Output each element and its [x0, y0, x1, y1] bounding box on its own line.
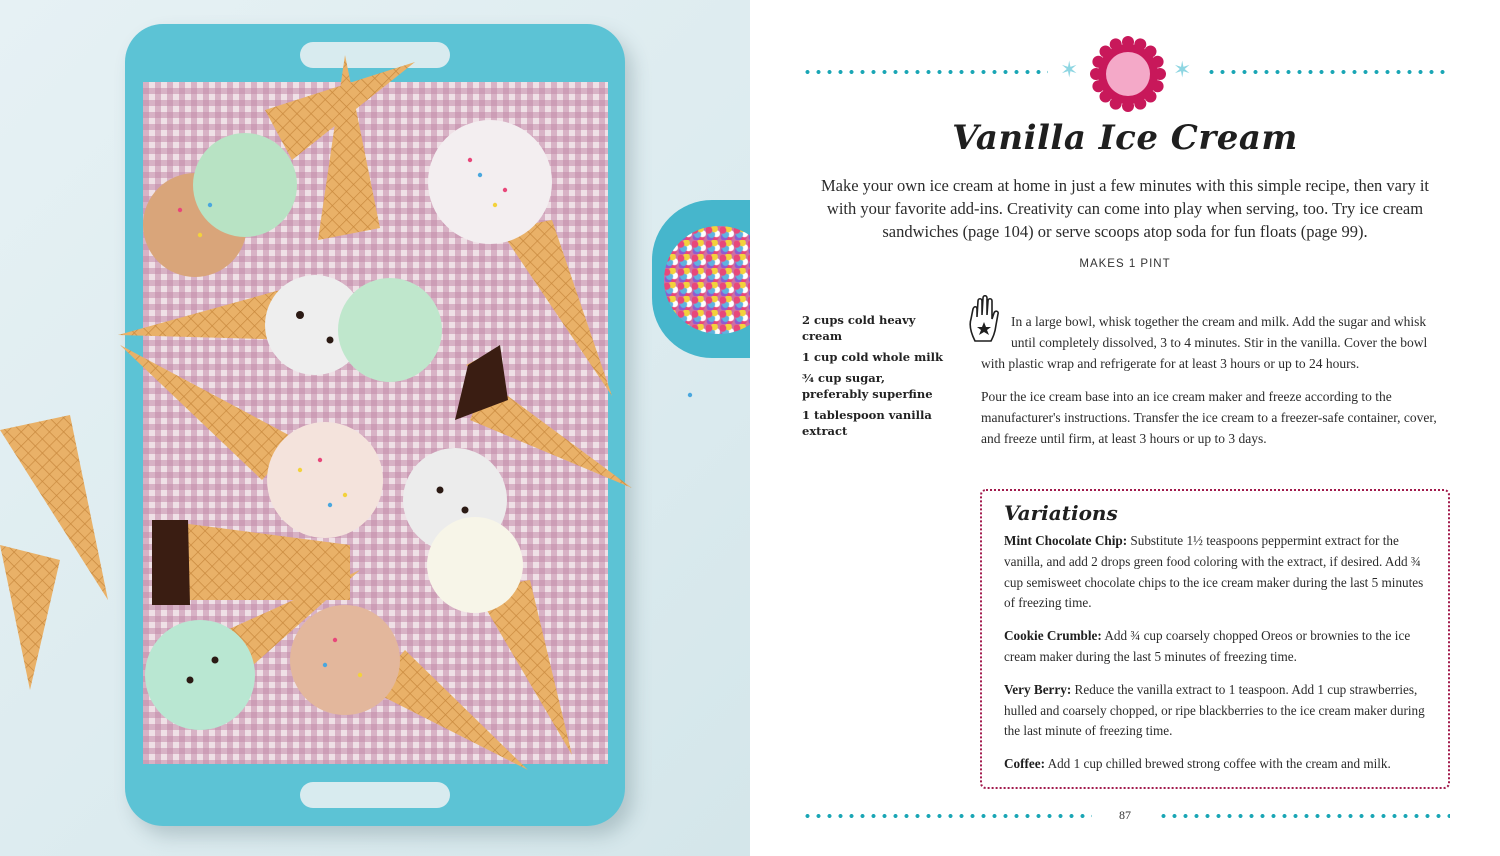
- star-icon: ✶: [1060, 58, 1079, 83]
- recipe-yield: MAKES 1 PINT: [1079, 258, 1171, 270]
- ingredient-item: 1 cup cold whole milk: [802, 350, 943, 364]
- variation-text: Add 1 cup chilled brewed strong coffee with the cream and milk.: [1045, 756, 1391, 772]
- variation-name: Mint Chocolate Chip:: [1004, 533, 1128, 548]
- flower-badge-icon: [1090, 36, 1166, 112]
- sprinkles-bowl: [652, 200, 750, 358]
- ice-cream-scoop: [145, 620, 255, 730]
- ice-cream-scoop: [428, 120, 552, 244]
- method-step: Pour the ice cream base into an ice cream maker and freeze according to the manufacturer's instructions. Transfer the ice cream to a freezer-safe container, cover, and freeze until firm, at least 3 hours or up to 3 days.: [981, 389, 1437, 446]
- variation-item: [1004, 531, 1428, 614]
- ingredient-item: ¾ cup sugar, preferably superfine: [802, 371, 933, 401]
- ice-cream-scoop: [427, 517, 523, 613]
- recipe-intro: Make your own ice cream at home in just a few minutes with this simple recipe, then vary it with your favorite add-ins. Creativity can come into play when serving, too. Try ice cream sandwiches (page 104) or serve scoops atop soda for fun floats (page 99).: [820, 176, 1430, 241]
- cone: [0, 545, 60, 690]
- variation-name: Cookie Crumble:: [1004, 628, 1102, 644]
- ingredient-item: 2 cups cold heavy cream: [802, 313, 916, 343]
- sprinkles: [664, 226, 750, 334]
- recipe-page: [750, 0, 1500, 856]
- hand-star-icon: [967, 295, 1003, 343]
- variation-text: Reduce the vanilla extract to 1 teaspoon. Add 1 cup strawberries, hulled and coarsely chopped, or ripe blackberries to the ice cream maker during the last minute of freezing time.: [1004, 681, 1425, 739]
- variations-box: [980, 489, 1450, 789]
- chocolate-dip: [152, 520, 190, 605]
- ice-cream-scoop: [290, 605, 400, 715]
- method-step: In a large bowl, whisk together the cream and milk. Add the sugar and whisk until completely dissolved, 3 to 4 minutes. Stir in the vanilla. Cover the bowl with plastic wrap and refrigerate for at least 3 hours or up to 24 hours.: [981, 314, 1428, 371]
- star-icon: ✶: [1173, 58, 1192, 83]
- cone: [500, 220, 612, 396]
- ice-cream-scoop: [267, 422, 383, 538]
- dotted-rule-bottom-right: [1158, 814, 1450, 818]
- ingredient-item: 1 tablespoon vanilla extract: [802, 408, 932, 438]
- variation-item: [1004, 754, 1428, 775]
- ingredients-list: [802, 312, 952, 444]
- variation-text: Substitute 1½ teaspoons peppermint extract for the vanilla, and add 2 drops green food coloring with the extract, if desired. Add ¾ cup semisweet chocolate chips to the ice cream maker during the last 5 minutes of freezing time.: [1004, 533, 1424, 611]
- method-steps: [981, 311, 1451, 461]
- ice-cream-scoop: [338, 278, 442, 382]
- variation-item: [1004, 680, 1428, 742]
- recipe-title: Vanilla Ice Cream: [952, 118, 1298, 158]
- dotted-rule-top-left: [802, 70, 1048, 74]
- ice-cream-scoop: [193, 133, 297, 237]
- page-number: 87: [1119, 808, 1131, 822]
- variations-title: Variations: [1004, 501, 1118, 525]
- variation-text: Add ¾ cup coarsely chopped Oreos or brownies to the ice cream maker during the last 5 minutes of freezing time.: [1004, 628, 1411, 664]
- variation-name: Coffee:: [1004, 756, 1045, 772]
- variation-item: [1004, 626, 1428, 668]
- dotted-rule-top-right: [1206, 70, 1450, 74]
- variation-name: Very Berry:: [1004, 681, 1072, 697]
